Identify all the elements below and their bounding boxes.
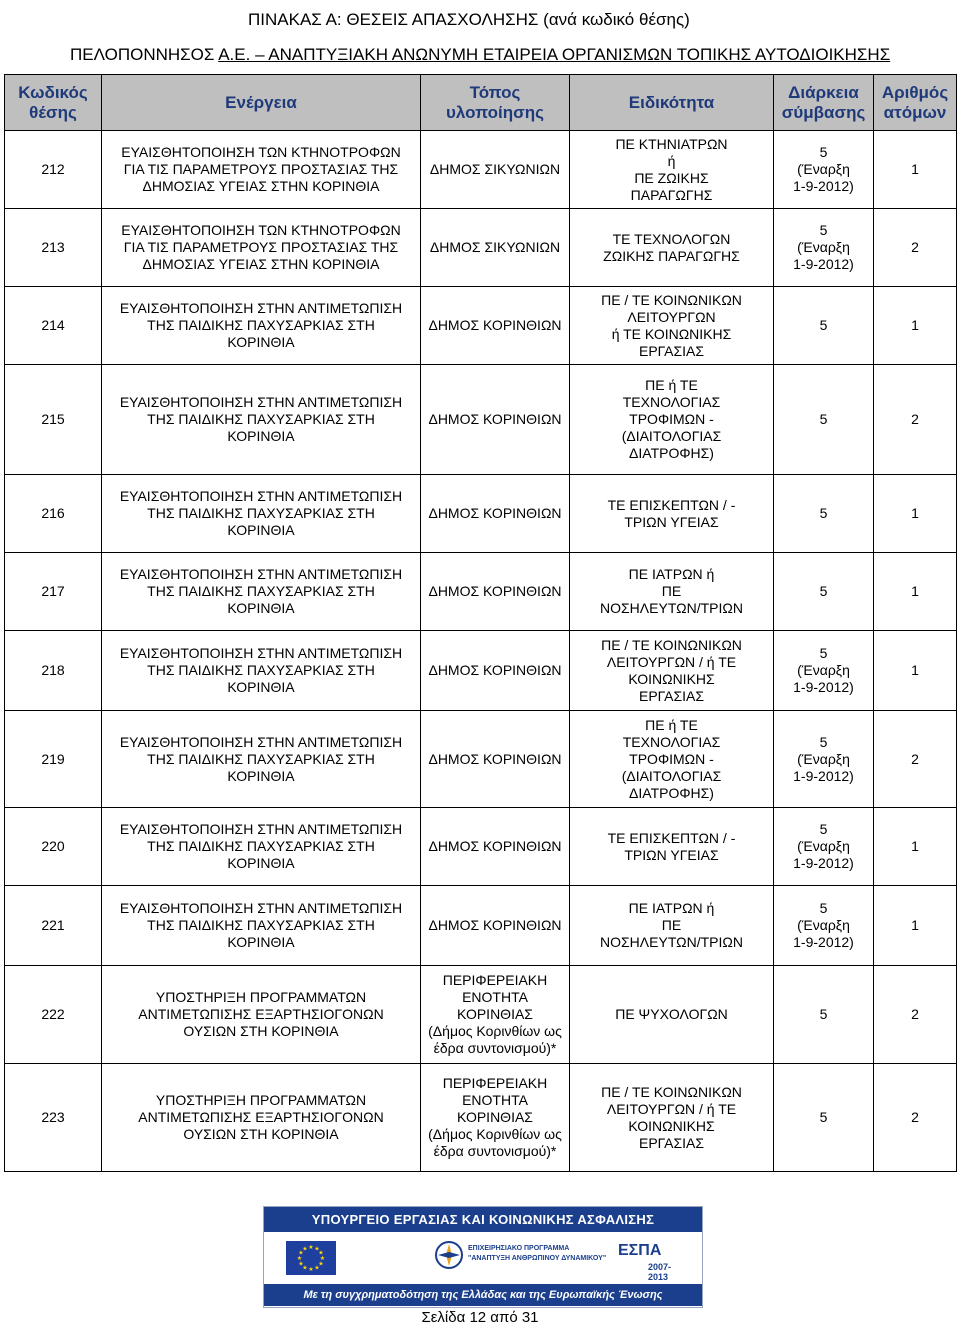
positions-table (4, 74, 957, 1172)
cell-persons: 2 (874, 711, 957, 808)
cell-duration: 5 (774, 365, 874, 475)
cell-action: ΥΠΟΣΤΗΡΙΞΗ ΠΡΟΓΡΑΜΜΑΤΩΝ ΑΝΤΙΜΕΤΩΠΙΣΗΣ ΕΞΑΡΤΗΣΙΟΓΟΝΩΝ ΟΥΣΙΩΝ ΣΤΗ ΚΟΡΙΝΘΙΑ (102, 1064, 421, 1172)
cell-place: ΔΗΜΟΣ ΚΟΡΙΝΘΙΩΝ (421, 711, 570, 808)
cell-code: 221 (5, 886, 102, 966)
svg-text:★: ★ (298, 1260, 304, 1268)
cell-place: ΔΗΜΟΣ ΚΟΡΙΝΘΙΩΝ (421, 475, 570, 553)
table-row (5, 1064, 957, 1172)
cell-duration: 5 (Έναρξη 1-9-2012) (774, 209, 874, 287)
cell-place: ΠΕΡΙΦΕΡΕΙΑΚΗ ΕΝΟΤΗΤΑ ΚΟΡΙΝΘΙΑΣ (Δήμος Κορινθίων ως έδρα συντονισμού)* (421, 966, 570, 1064)
cell-persons: 1 (874, 631, 957, 711)
logos-strip (264, 1232, 702, 1284)
cell-code: 212 (5, 131, 102, 209)
region-name: ΠΕΛΟΠΟΝΝΗΣΟΣ (70, 45, 215, 64)
cell-code: 217 (5, 553, 102, 631)
cell-action: ΕΥΑΙΣΘΗΤΟΠΟΙΗΣΗ ΤΩΝ ΚΤΗΝΟΤΡΟΦΩΝ ΓΙΑ ΤΙΣ ΠΑΡΑΜΕΤΡΟΥΣ ΠΡΟΣΤΑΣΙΑΣ ΤΗΣ ΔΗΜΟΣΙΑΣ ΥΓΕΙΑΣ ΣΤΗΝ ΚΟΡΙΝΘΙΑ (102, 209, 421, 287)
table-header-row (5, 75, 957, 131)
svg-text:★: ★ (302, 1264, 308, 1272)
cell-code: 216 (5, 475, 102, 553)
cell-code: 213 (5, 209, 102, 287)
cell-code: 222 (5, 966, 102, 1064)
cell-code: 218 (5, 631, 102, 711)
cell-specialty: ΤΕ ΕΠΙΣΚΕΠΤΩΝ / - ΤΡΙΩΝ ΥΓΕΙΑΣ (570, 808, 774, 886)
table-row (5, 966, 957, 1064)
cell-duration: 5 (774, 475, 874, 553)
cell-specialty: ΠΕ ΨΥΧΟΛΟΓΩΝ (570, 966, 774, 1064)
organization-name: Α.Ε. – ΑΝΑΠΤΥΞΙΑΚΗ ΑΝΩΝΥΜΗ ΕΤΑΙΡΕΙΑ ΟΡΓΑΝΙΣΜΩΝ ΤΟΠΙΚΗΣ ΑΥΤΟΔΙΟΙΚΗΣΗΣ (218, 45, 891, 64)
cell-place: ΔΗΜΟΣ ΚΟΡΙΝΘΙΩΝ (421, 553, 570, 631)
svg-text:★: ★ (296, 1255, 303, 1262)
eu-flag-icon (286, 1241, 336, 1275)
cell-place: ΔΗΜΟΣ ΚΟΡΙΝΘΙΩΝ (421, 886, 570, 966)
svg-text:★: ★ (319, 1255, 326, 1262)
cell-duration: 5 (Έναρξη 1-9-2012) (774, 631, 874, 711)
cell-persons: 2 (874, 1064, 957, 1172)
table-row (5, 808, 957, 886)
cell-specialty: ΠΕ / ΤΕ ΚΟΙΝΩΝΙΚΩΝ ΛΕΙΤΟΥΡΓΩΝ ή ΤΕ ΚΟΙΝΩΝΙΚΗΣ ΕΡΓΑΣΙΑΣ (570, 287, 774, 365)
cell-persons: 1 (874, 553, 957, 631)
cell-duration: 5 (774, 287, 874, 365)
cell-place: ΔΗΜΟΣ ΣΙΚΥΩΝΙΩΝ (421, 209, 570, 287)
column-header-code: Κωδικός θέσης (5, 75, 102, 131)
cell-code: 219 (5, 711, 102, 808)
cell-specialty: ΠΕ / ΤΕ ΚΟΙΝΩΝΙΚΩΝ ΛΕΙΤΟΥΡΓΩΝ / ή ΤΕ ΚΟΙΝΩΝΙΚΗΣ ΕΡΓΑΣΙΑΣ (570, 631, 774, 711)
cell-code: 215 (5, 365, 102, 475)
cell-place: ΔΗΜΟΣ ΚΟΡΙΝΘΙΩΝ (421, 287, 570, 365)
cell-specialty: ΠΕ ΙΑΤΡΩΝ ή ΠΕ ΝΟΣΗΛΕΥΤΩΝ/ΤΡΙΩΝ (570, 886, 774, 966)
cell-code: 223 (5, 1064, 102, 1172)
cell-persons: 1 (874, 808, 957, 886)
organization-line (70, 45, 890, 65)
cell-action: ΕΥΑΙΣΘΗΤΟΠΟΙΗΣΗ ΣΤΗΝ ΑΝΤΙΜΕΤΩΠΙΣΗ ΤΗΣ ΠΑΙΔΙΚΗΣ ΠΑΧΥΣΑΡΚΙΑΣ ΣΤΗ ΚΟΡΙΝΘΙΑ (102, 365, 421, 475)
page-number: Σελίδα 12 από 31 (421, 1309, 539, 1326)
svg-text:★: ★ (318, 1249, 324, 1257)
espa-logo (614, 1238, 689, 1282)
funding-banner (263, 1206, 703, 1308)
cell-action: ΕΥΑΙΣΘΗΤΟΠΟΙΗΣΗ ΤΩΝ ΚΤΗΝΟΤΡΟΦΩΝ ΓΙΑ ΤΙΣ ΠΑΡΑΜΕΤΡΟΥΣ ΠΡΟΣΤΑΣΙΑΣ ΤΗΣ ΔΗΜΟΣΙΑΣ ΥΓΕΙΑΣ ΣΤΗΝ ΚΟΡΙΝΘΙΑ (102, 131, 421, 209)
cell-action: ΕΥΑΙΣΘΗΤΟΠΟΙΗΣΗ ΣΤΗΝ ΑΝΤΙΜΕΤΩΠΙΣΗ ΤΗΣ ΠΑΙΔΙΚΗΣ ΠΑΧΥΣΑΡΚΙΑΣ ΣΤΗ ΚΟΡΙΝΘΙΑ (102, 808, 421, 886)
table-row (5, 365, 957, 475)
cell-specialty: ΠΕ ή ΤΕ ΤΕΧΝΟΛΟΓΙΑΣ ΤΡΟΦΙΜΩΝ - (ΔΙΑΙΤΟΛΟΓΙΑΣ ΔΙΑΤΡΟΦΗΣ) (570, 711, 774, 808)
cell-action: ΕΥΑΙΣΘΗΤΟΠΟΙΗΣΗ ΣΤΗΝ ΑΝΤΙΜΕΤΩΠΙΣΗ ΤΗΣ ΠΑΙΔΙΚΗΣ ΠΑΧΥΣΑΡΚΙΑΣ ΣΤΗ ΚΟΡΙΝΘΙΑ (102, 475, 421, 553)
cell-action: ΕΥΑΙΣΘΗΤΟΠΟΙΗΣΗ ΣΤΗΝ ΑΝΤΙΜΕΤΩΠΙΣΗ ΤΗΣ ΠΑΙΔΙΚΗΣ ΠΑΧΥΣΑΡΚΙΑΣ ΣΤΗ ΚΟΡΙΝΘΙΑ (102, 886, 421, 966)
svg-text:★: ★ (308, 1244, 314, 1251)
cell-action: ΕΥΑΙΣΘΗΤΟΠΟΙΗΣΗ ΣΤΗΝ ΑΝΤΙΜΕΤΩΠΙΣΗ ΤΗΣ ΠΑΙΔΙΚΗΣ ΠΑΧΥΣΑΡΚΙΑΣ ΣΤΗ ΚΟΡΙΝΘΙΑ (102, 553, 421, 631)
table-row (5, 631, 957, 711)
table-row (5, 475, 957, 553)
column-header-action: Ενέργεια (102, 75, 421, 131)
cell-specialty: ΤΕ ΕΠΙΣΚΕΠΤΩΝ / - ΤΡΙΩΝ ΥΓΕΙΑΣ (570, 475, 774, 553)
svg-text:★: ★ (302, 1245, 308, 1253)
cell-place: ΔΗΜΟΣ ΚΟΡΙΝΘΙΩΝ (421, 631, 570, 711)
svg-text:★: ★ (308, 1266, 314, 1273)
svg-text:★: ★ (318, 1260, 324, 1268)
table-row (5, 209, 957, 287)
cell-persons: 1 (874, 886, 957, 966)
column-header-duration: Διάρκεια σύμβασης (774, 75, 874, 131)
cell-specialty: ΠΕ ΚΤΗΝΙΑΤΡΩΝ ή ΠΕ ΖΩΙΚΗΣ ΠΑΡΑΓΩΓΗΣ (570, 131, 774, 209)
table-row (5, 711, 957, 808)
espa-years: 2007-2013 (648, 1262, 672, 1282)
cell-action: ΕΥΑΙΣΘΗΤΟΠΟΙΗΣΗ ΣΤΗΝ ΑΝΤΙΜΕΤΩΠΙΣΗ ΤΗΣ ΠΑΙΔΙΚΗΣ ΠΑΧΥΣΑΡΚΙΑΣ ΣΤΗ ΚΟΡΙΝΘΙΑ (102, 287, 421, 365)
cofunding-note: Με τη συγχρηματοδότηση της Ελλάδας και της Ευρωπαϊκής Ένωσης (264, 1284, 702, 1306)
cell-persons: 1 (874, 475, 957, 553)
cell-action: ΕΥΑΙΣΘΗΤΟΠΟΙΗΣΗ ΣΤΗΝ ΑΝΤΙΜΕΤΩΠΙΣΗ ΤΗΣ ΠΑΙΔΙΚΗΣ ΠΑΧΥΣΑΡΚΙΑΣ ΣΤΗ ΚΟΡΙΝΘΙΑ (102, 711, 421, 808)
cell-place: ΔΗΜΟΣ ΚΟΡΙΝΘΙΩΝ (421, 365, 570, 475)
program-name: ΕΠΙΧΕΙΡΗΣΙΑΚΟ ΠΡΟΓΡΑΜΜΑ "ΑΝΑΠΤΥΞΗ ΑΝΘΡΩΠΙΝΟΥ ΔΥΝΑΜΙΚΟΥ" (468, 1245, 607, 1262)
cell-persons: 2 (874, 966, 957, 1064)
program-logo-icon (434, 1240, 464, 1270)
cell-duration: 5 (774, 1064, 874, 1172)
svg-text:★: ★ (298, 1249, 304, 1257)
cell-persons: 2 (874, 209, 957, 287)
ministry-label: ΥΠΟΥΡΓΕΙΟ ΕΡΓΑΣΙΑΣ ΚΑΙ ΚΟΙΝΩΝΙΚΗΣ ΑΣΦΑΛΙΣΗΣ (264, 1207, 702, 1232)
cell-persons: 1 (874, 287, 957, 365)
cell-place: ΔΗΜΟΣ ΚΟΡΙΝΘΙΩΝ (421, 808, 570, 886)
cell-duration: 5 (Έναρξη 1-9-2012) (774, 131, 874, 209)
cell-duration: 5 (774, 966, 874, 1064)
column-header-place: Τόπος υλοποίησης (421, 75, 570, 131)
svg-text:★: ★ (314, 1264, 320, 1272)
table-row (5, 287, 957, 365)
cell-specialty: ΠΕ ή ΤΕ ΤΕΧΝΟΛΟΓΙΑΣ ΤΡΟΦΙΜΩΝ - (ΔΙΑΙΤΟΛΟΓΙΑΣ ΔΙΑΤΡΟΦΗΣ) (570, 365, 774, 475)
table-row (5, 553, 957, 631)
column-header-specialty: Ειδικότητα (570, 75, 774, 131)
cell-persons: 1 (874, 131, 957, 209)
cell-action: ΥΠΟΣΤΗΡΙΞΗ ΠΡΟΓΡΑΜΜΑΤΩΝ ΑΝΤΙΜΕΤΩΠΙΣΗΣ ΕΞΑΡΤΗΣΙΟΓΟΝΩΝ ΟΥΣΙΩΝ ΣΤΗ ΚΟΡΙΝΘΙΑ (102, 966, 421, 1064)
cell-duration: 5 (Έναρξη 1-9-2012) (774, 886, 874, 966)
table-row (5, 886, 957, 966)
cell-duration: 5 (774, 553, 874, 631)
cell-persons: 2 (874, 365, 957, 475)
cell-code: 220 (5, 808, 102, 886)
table-row (5, 131, 957, 209)
svg-text:★: ★ (314, 1245, 320, 1253)
cell-duration: 5 (Έναρξη 1-9-2012) (774, 808, 874, 886)
page-title: ΠΙΝΑΚΑΣ Α: ΘΕΣΕΙΣ ΑΠΑΣΧΟΛΗΣΗΣ (ανά κωδικό θέσης) (248, 10, 690, 29)
cell-specialty: ΠΕ / ΤΕ ΚΟΙΝΩΝΙΚΩΝ ΛΕΙΤΟΥΡΓΩΝ / ή ΤΕ ΚΟΙΝΩΝΙΚΗΣ ΕΡΓΑΣΙΑΣ (570, 1064, 774, 1172)
espa-title: ΕΣΠΑ (618, 1242, 662, 1259)
cell-specialty: ΤΕ ΤΕΧΝΟΛΟΓΩΝ ΖΩΙΚΗΣ ΠΑΡΑΓΩΓΗΣ (570, 209, 774, 287)
cell-action: ΕΥΑΙΣΘΗΤΟΠΟΙΗΣΗ ΣΤΗΝ ΑΝΤΙΜΕΤΩΠΙΣΗ ΤΗΣ ΠΑΙΔΙΚΗΣ ΠΑΧΥΣΑΡΚΙΑΣ ΣΤΗ ΚΟΡΙΝΘΙΑ (102, 631, 421, 711)
cell-place: ΠΕΡΙΦΕΡΕΙΑΚΗ ΕΝΟΤΗΤΑ ΚΟΡΙΝΘΙΑΣ (Δήμος Κορινθίων ως έδρα συντονισμού)* (421, 1064, 570, 1172)
cell-place: ΔΗΜΟΣ ΣΙΚΥΩΝΙΩΝ (421, 131, 570, 209)
column-header-persons: Αριθμός ατόμων (874, 75, 957, 131)
cell-code: 214 (5, 287, 102, 365)
cell-specialty: ΠΕ ΙΑΤΡΩΝ ή ΠΕ ΝΟΣΗΛΕΥΤΩΝ/ΤΡΙΩΝ (570, 553, 774, 631)
cell-duration: 5 (Έναρξη 1-9-2012) (774, 711, 874, 808)
